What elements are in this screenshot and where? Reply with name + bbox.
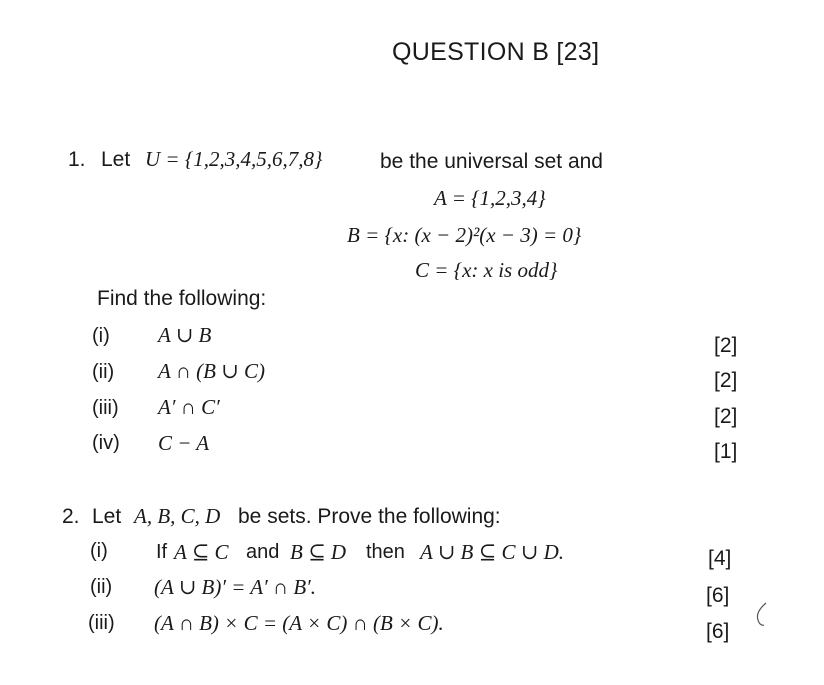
q1-part-mark: [2] [714,405,738,428]
q1-part-mark: [2] [714,334,738,357]
universal-set-definition: U = {1,2,3,4,5,6,7,8} [145,147,323,171]
set-a-definition: A = {1,2,3,4} [434,186,546,210]
q2-conclusion: A ∪ B ⊆ C ∪ D. [420,540,564,564]
set-b-definition: B = {x: (x − 2)²(x − 3) = 0} [347,223,582,247]
question-2-lead-tail: be sets. Prove the following: [238,505,501,528]
page-title: QUESTION B [23] [392,38,600,66]
q2-part-label: (iii) [88,612,115,634]
q1-part-label: (i) [92,325,110,347]
q1-part-mark: [2] [714,369,738,392]
question-1-instruction: Find the following: [97,287,267,310]
q1-part-label: (ii) [92,361,115,383]
q2-and-word: and [246,541,280,563]
question-2-lead-word: Let [92,505,122,528]
q2-part-label: (ii) [90,576,113,598]
q2-premise-1: A ⊆ C [174,540,229,564]
question-2-number: 2. [62,505,80,528]
q2-part-label: (i) [90,540,108,562]
pen-mark [748,600,772,630]
q1-part-expression: A ∩ (B ∪ C) [158,359,266,383]
q1-part-label: (iv) [92,432,120,454]
question-1-number: 1. [68,148,86,171]
q1-part-expression: A′ ∩ C′ [158,395,220,419]
q2-then-word: then [366,541,405,563]
q2-if-word: If [156,541,168,563]
q1-part-expression: A ∪ B [158,323,212,347]
q1-part-label: (iii) [92,397,119,419]
q1-part-expression: C − A [158,431,210,455]
q2-part-expression: (A ∩ B) × C = (A × C) ∩ (B × C). [154,611,444,635]
q2-part-mark: [6] [706,620,730,643]
question-1-lead-word: Let [101,148,131,171]
q2-premise-2: B ⊆ D [290,540,347,564]
set-c-definition: C = {x: x is odd} [415,258,558,282]
q1-part-mark: [1] [714,440,738,463]
q2-part-mark: [6] [706,584,730,607]
question-2-sets: A, B, C, D [134,504,221,528]
q2-part-expression: (A ∪ B)′ = A′ ∩ B′. [154,575,317,599]
question-1-lead-tail: be the universal set and [380,150,603,173]
q2-part-mark: [4] [708,547,732,570]
